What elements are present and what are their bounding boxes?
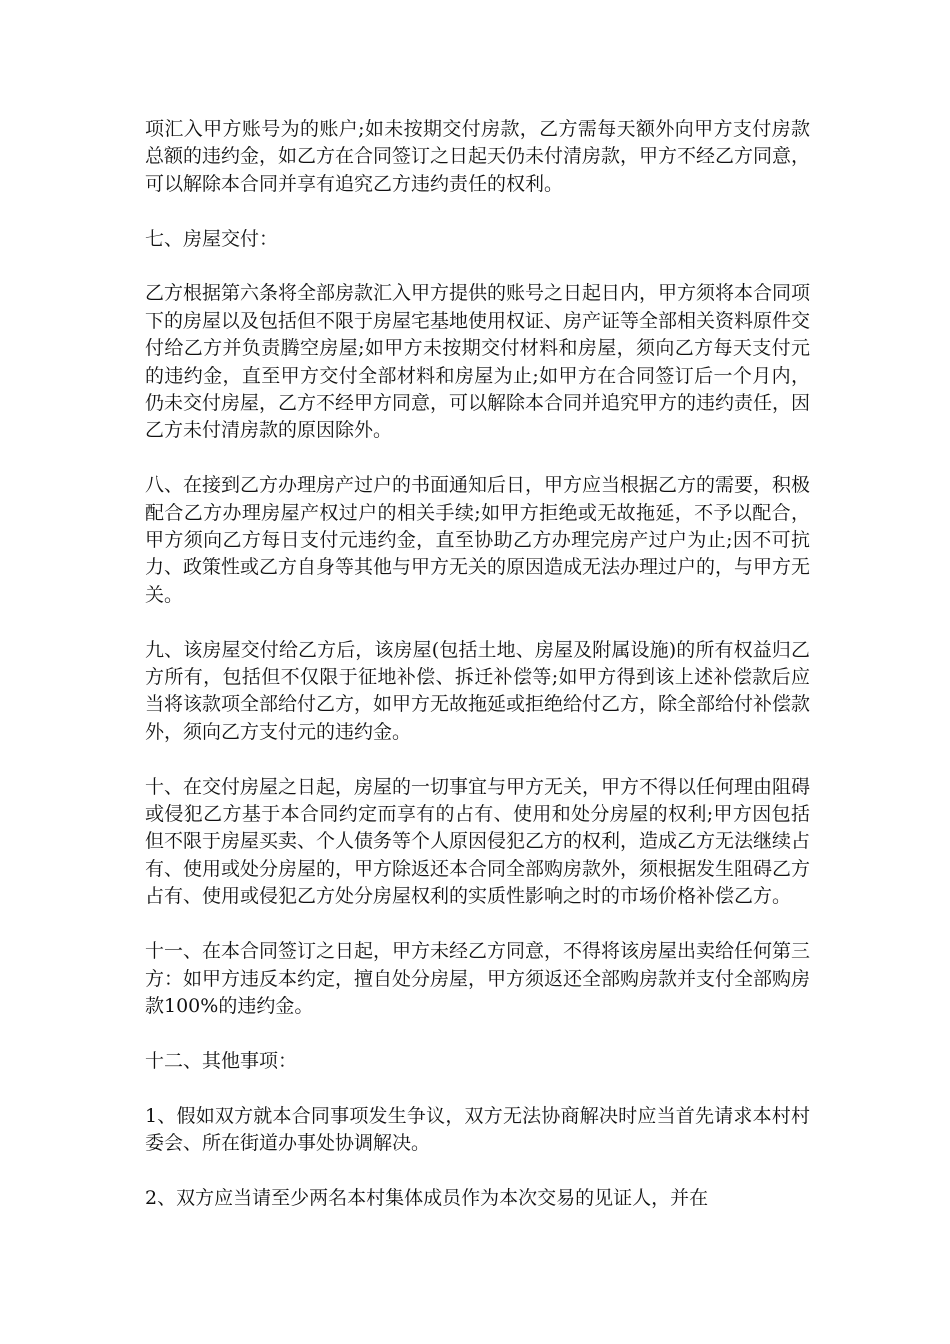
paragraph-payment-terms: 项汇入甲方账号为的账户;如未按期交付房款，乙方需每天额外向甲方支付房款总额的违约金，如乙方在合同签订之日起天仍未付清房款，甲方不经乙方同意，可以解除本合同并享有追究乙方违约责任的权利。 (145, 118, 811, 195)
paragraph-dispute-resolution: 1、假如双方就本合同事项发生争议，双方无法协商解决时应当首先请求本村村委会、所在街道办事处协调解决。 (145, 1104, 810, 1154)
section-heading-house-delivery: 七、房屋交付： (145, 227, 279, 250)
paragraph-no-third-party-sale: 十一、在本合同签订之日起，甲方未经乙方同意，不得将该房屋出卖给任何第三方：如甲方违反本约定，擅自处分房屋，甲方须返还全部购房款并支付全部购房款100%的违约金。 (145, 940, 811, 1017)
paragraph-witnesses: 2、双方应当请至少两名本村集体成员作为本次交易的见证人，并在 (145, 1186, 709, 1209)
section-heading-other-matters: 十二、其他事项： (145, 1049, 298, 1072)
paragraph-house-delivery: 乙方根据第六条将全部房款汇入甲方提供的账号之日起日内，甲方须将本合同项下的房屋以及包括但不限于房屋宅基地使用权证、房产证等全部相关资料原件交付给乙方并负责腾空房屋;如甲方未按期交付材料和房屋，须向乙方每天支付元的违约金，直至甲方交付全部材料和房屋为止;如甲方在合同签订后一个月内，仍未交付房屋，乙方不经甲方同意，可以解除本合同并追究甲方的违约责任，因乙方未付清房款的原因除外。 (145, 282, 811, 442)
document-page (145, 116, 810, 1240)
paragraph-post-delivery-obligations: 十、在交付房屋之日起，房屋的一切事宜与甲方无关，甲方不得以任何理由阻碍或侵犯乙方基于本合同约定而享有的占有、使用和处分房屋的权利;甲方因包括但不限于房屋买卖、个人债务等个人原因侵犯乙方的权利，造成乙方无法继续占有、使用或处分房屋的，甲方除返还本合同全部购房款外，须根据发生阻碍乙方占有、使用或侵犯乙方处分房屋权利的实质性影响之时的市场价格补偿乙方。 (145, 775, 811, 908)
paragraph-ownership-transfer: 八、在接到乙方办理房产过户的书面通知后日，甲方应当根据乙方的需要，积极配合乙方办理房屋产权过户的相关手续;如甲方拒绝或无故拖延，不予以配合，甲方须向乙方每日支付元违约金，直至协助乙方办理完房产过户为止;因不可抗力、政策性或乙方自身等其他与甲方无关的原因造成无法办理过户的，与甲方无关。 (145, 474, 811, 606)
paragraph-rights-and-compensation: 九、该房屋交付给乙方后，该房屋(包括土地、房屋及附属设施)的所有权益归乙方所有，包括但不仅限于征地补偿、拆迁补偿等;如甲方得到该上述补偿款后应当将该款项全部给付乙方，如甲方无故拖延或拒绝给付乙方，除全部给付补偿款外，须向乙方支付元的违约金。 (145, 638, 811, 743)
